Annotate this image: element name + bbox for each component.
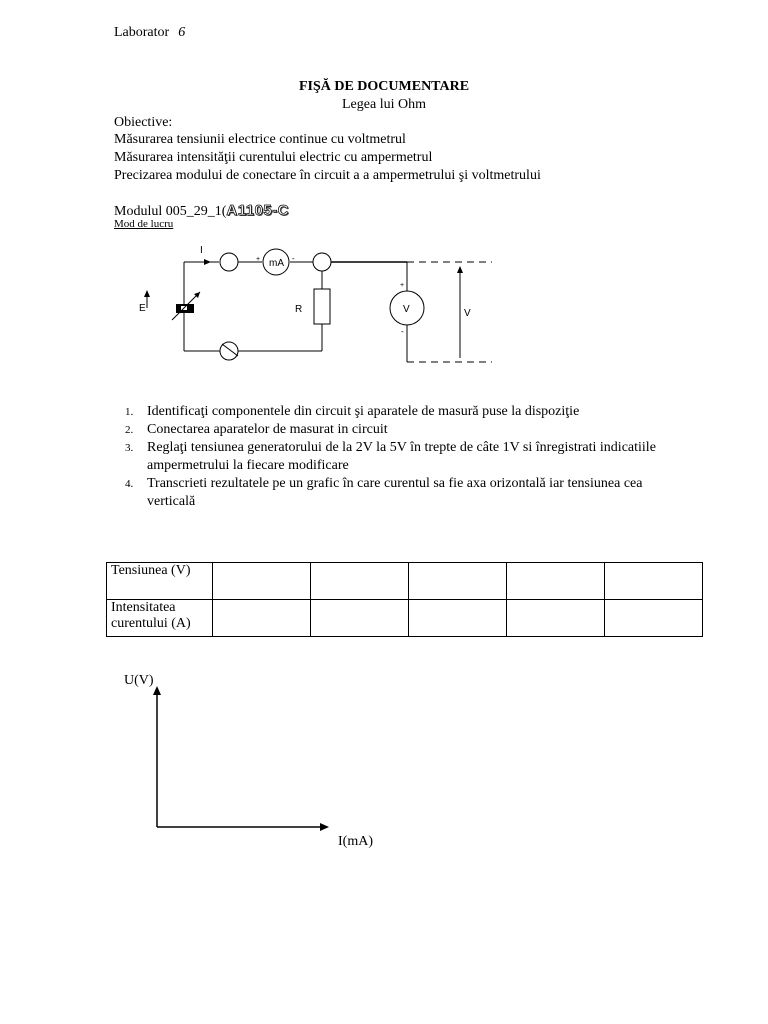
x-axis-label: I(mA) [338,834,373,849]
lab-header [114,24,185,41]
table-cell [605,600,703,637]
emf-label: E [139,303,146,314]
svg-text:-: - [401,327,404,336]
table-cell [213,600,311,637]
row-header-current: Intensitatea curentului (A) [107,600,213,637]
table-cell [605,563,703,600]
table-row [107,600,703,637]
step-item: 4. Transcrieti rezultatele pe un grafic în care curentul sa fie axa orizontală iar tensiunea cea verticală [125,476,643,509]
document-title: FIŞĂ DE DOCUMENTARE [298,79,470,94]
table-cell [507,563,605,600]
document-subtitle: Legea lui Ohm [342,97,426,112]
row-header-voltage: Tensiunea (V) [107,563,213,600]
graph-axes [100,660,400,860]
table-cell [507,600,605,637]
voltage-source-symbol [172,292,200,320]
lab-label: Laborator [114,25,170,40]
measurement-table [106,562,703,637]
svg-text:-: - [292,254,295,263]
step-item: 1. Identificaţi componentele din circuit şi aparatele de masură puse la dispoziţie [125,404,580,419]
svg-text:+: + [256,256,261,263]
module-code: A1105-C [226,202,290,219]
objective-item: Măsurarea intensităţii curentului electric cu ampermetrul [114,150,433,165]
connector-circle [313,253,331,271]
table-row [107,563,703,600]
table-cell [213,563,311,600]
steps-list [114,403,674,511]
circuit-diagram [114,230,510,370]
table-cell [409,563,507,600]
objectives-heading: Obiective: [114,115,173,130]
voltage-label: V [464,308,471,319]
step-item: 2. Conectarea aparatelor de masurat in circuit [125,422,388,437]
module-prefix: Modulul 005_29_1( [114,204,227,219]
ammeter-label: mA [269,258,284,269]
step-item: 3. Reglaţi tensiunea generatorului de la 2V la 5V în trepte de câte 1V si înregistrati indicatiile ampermetrului la fiecare modificare [125,440,656,473]
objective-item: Precizarea modului de conectare în circuit a a ampermetrului şi voltmetrului [114,168,541,183]
connector-circle [220,253,238,271]
lab-number: 6 [178,25,186,40]
table-cell [311,563,409,600]
voltmeter-label: V [403,304,410,315]
current-label: I [200,245,203,256]
resistor-symbol [314,289,330,324]
table-cell [409,600,507,637]
svg-text:+: + [400,282,405,289]
work-mode-heading: Mod de lucru [114,218,174,230]
resistor-label: R [295,304,303,315]
y-axis-label: U(V) [124,673,154,688]
table-cell [311,600,409,637]
objective-item: Măsurarea tensiunii electrice continue cu voltmetrul [114,132,406,147]
